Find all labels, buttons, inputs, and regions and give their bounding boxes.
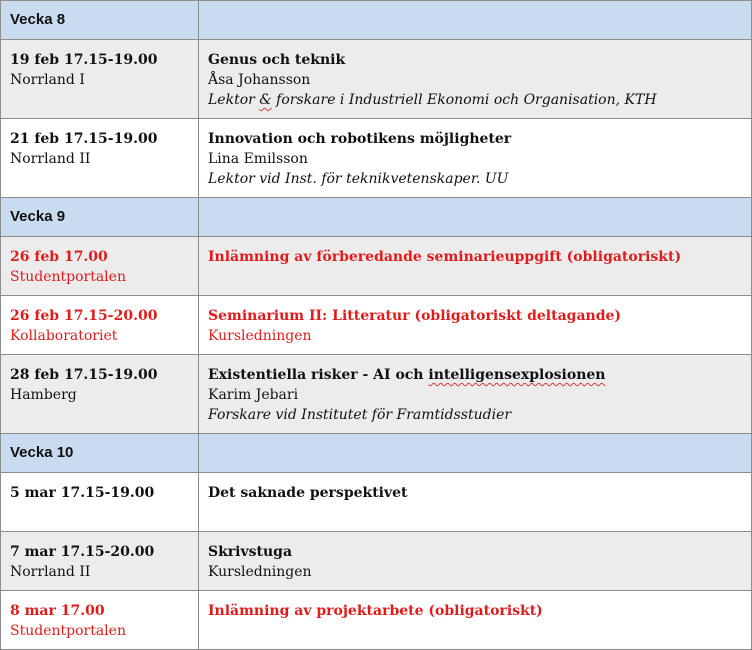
session-what-cell xyxy=(199,473,752,532)
session-room: Norrland I xyxy=(10,72,85,88)
spellcheck-marked-text: intelligensexplosionen xyxy=(428,367,606,383)
week-label-cell xyxy=(1,434,199,473)
session-date: 21 feb 17.15-19.00 xyxy=(10,131,158,147)
session-speaker: Lina Emilsson xyxy=(208,151,308,167)
session-when-cell xyxy=(1,532,199,591)
session-date: 28 feb 17.15-19.00 xyxy=(10,367,158,383)
session-what-cell xyxy=(199,40,752,119)
session-date: 7 mar 17.15-20.00 xyxy=(10,544,155,560)
week-label: Vecka 9 xyxy=(10,208,66,225)
session-when-cell xyxy=(1,237,199,296)
session-row xyxy=(1,473,752,532)
session-room: Hamberg xyxy=(10,387,77,403)
session-title: Genus och teknik xyxy=(208,52,346,68)
session-room: Norrland II xyxy=(10,564,91,580)
session-speaker: Åsa Johansson xyxy=(208,72,311,88)
deadline-row xyxy=(1,237,752,296)
week-label-cell xyxy=(1,198,199,237)
session-what-cell xyxy=(199,296,752,355)
session-room: Kollaboratoriet xyxy=(10,328,118,344)
session-date: 26 feb 17.15-20.00 xyxy=(10,308,158,324)
session-what-cell xyxy=(199,532,752,591)
week-label-cell xyxy=(1,1,199,40)
week-header-row xyxy=(1,198,752,237)
session-when-cell xyxy=(1,473,199,532)
session-title: Det saknade perspektivet xyxy=(208,485,408,501)
session-speaker-role: Lektor vid Inst. för teknikvetenskaper. UU xyxy=(208,171,509,187)
deadline-date: 26 feb 17.00 xyxy=(10,249,108,265)
session-speaker: Kursledningen xyxy=(208,564,312,580)
session-what-cell xyxy=(199,119,752,198)
deadline-title: Inlämning av projektarbete (obligatoriskt) xyxy=(208,603,543,619)
session-row xyxy=(1,355,752,434)
session-title: Existentiella risker - AI och intelligensexplosionen xyxy=(208,367,606,383)
session-what-cell xyxy=(199,237,752,296)
session-row xyxy=(1,532,752,591)
session-what-cell xyxy=(199,591,752,650)
session-row xyxy=(1,40,752,119)
session-what-cell xyxy=(199,355,752,434)
session-row xyxy=(1,119,752,198)
deadline-location: Studentportalen xyxy=(10,623,126,639)
week-empty-cell xyxy=(199,198,752,237)
week-empty-cell xyxy=(199,1,752,40)
session-title: Seminarium II: Litteratur (obligatoriskt deltagande) xyxy=(208,308,622,324)
week-label: Vecka 10 xyxy=(10,444,74,461)
session-speaker: Karim Jebari xyxy=(208,387,299,403)
session-title: Innovation och robotikens möjligheter xyxy=(208,131,512,147)
session-when-cell xyxy=(1,119,199,198)
week-header-row xyxy=(1,1,752,40)
session-when-cell xyxy=(1,591,199,650)
session-title: Skrivstuga xyxy=(208,544,293,560)
spellcheck-marked-text: & xyxy=(259,92,272,108)
session-date: 19 feb 17.15-19.00 xyxy=(10,52,158,68)
deadline-date: 8 mar 17.00 xyxy=(10,603,105,619)
session-speaker: Kursledningen xyxy=(208,328,312,344)
session-speaker-role: Lektor & forskare i Industriell Ekonomi och Organisation, KTH xyxy=(208,92,657,108)
week-header-row xyxy=(1,434,752,473)
seminar-row xyxy=(1,296,752,355)
week-empty-cell xyxy=(199,434,752,473)
session-room: Norrland II xyxy=(10,151,91,167)
week-label: Vecka 8 xyxy=(10,11,66,28)
deadline-location: Studentportalen xyxy=(10,269,126,285)
session-when-cell xyxy=(1,296,199,355)
session-when-cell xyxy=(1,355,199,434)
deadline-title: Inlämning av förberedande seminarieuppgift (obligatoriskt) xyxy=(208,249,682,265)
session-speaker-role: Forskare vid Institutet för Framtidsstudier xyxy=(208,407,512,423)
session-when-cell xyxy=(1,40,199,119)
deadline-row xyxy=(1,591,752,650)
session-date: 5 mar 17.15-19.00 xyxy=(10,485,155,501)
